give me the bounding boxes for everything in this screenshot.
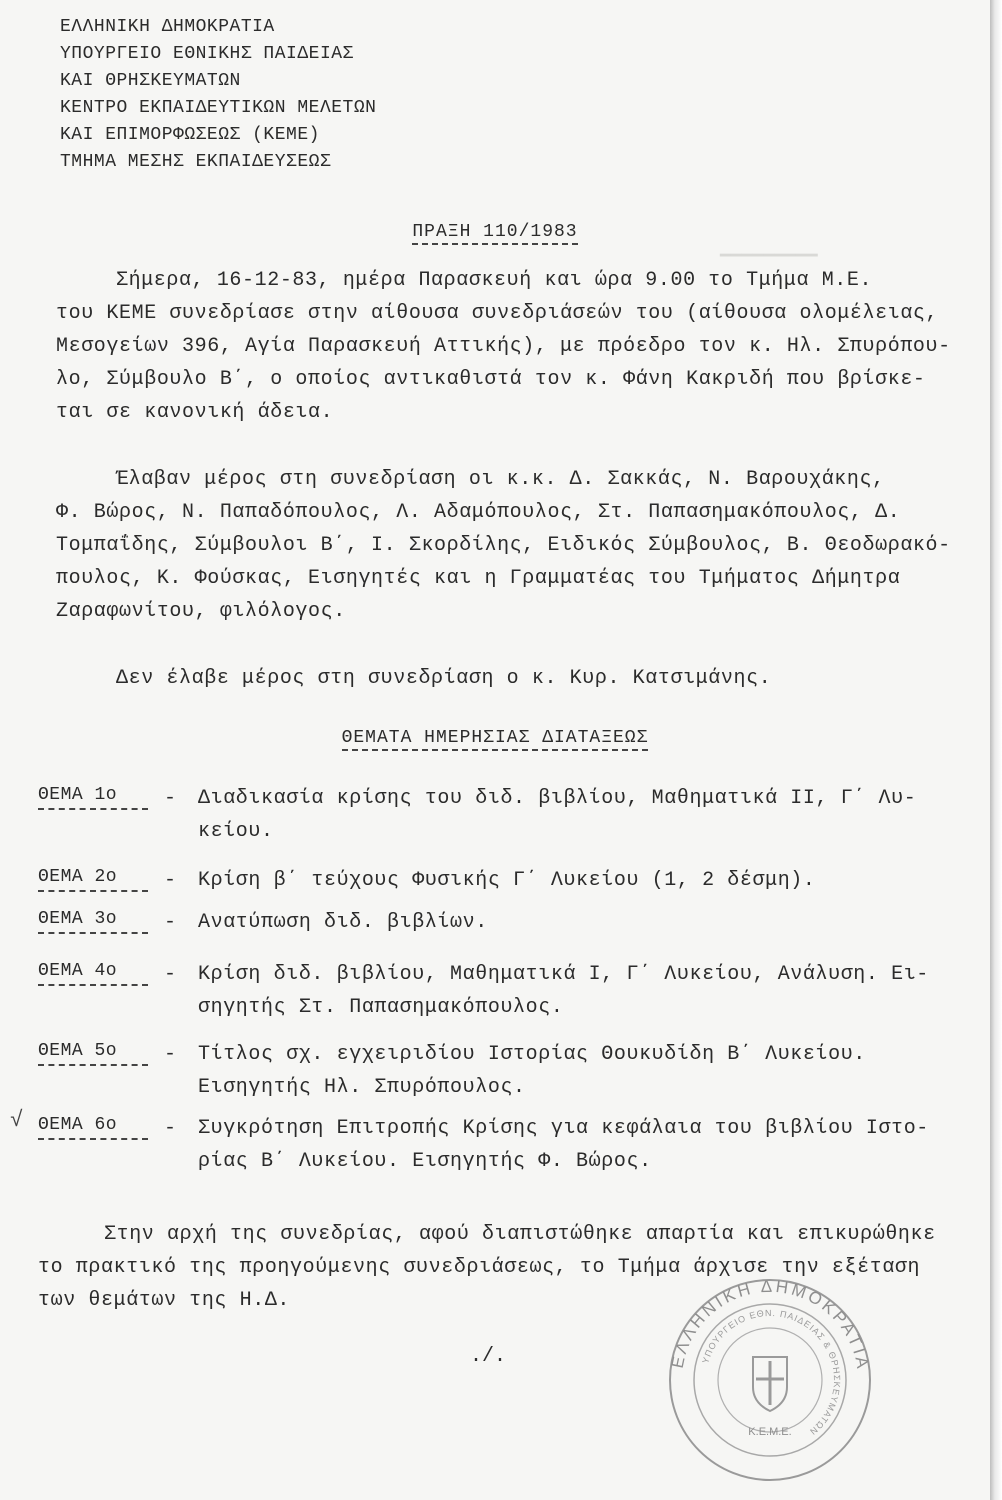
theme-line: Ανατύπωση διδ. βιβλίων. bbox=[198, 911, 488, 934]
theme-label: ΘΕΜΑ 5ο bbox=[38, 1038, 148, 1066]
page-edge-shadow bbox=[990, 0, 1002, 1500]
theme-line: Κρίση διδ. βιβλίου, Μαθηματικά Ι, Γ΄ Λυκείου, Ανάλυση. Ει- bbox=[198, 963, 929, 986]
theme-line: ρίας Β΄ Λυκείου. Εισηγητής Φ. Βώρος. bbox=[198, 1150, 652, 1173]
absent-paragraph bbox=[56, 662, 986, 695]
theme-text bbox=[198, 864, 978, 897]
theme-dash: - bbox=[164, 787, 177, 810]
theme-text bbox=[198, 1112, 978, 1178]
header-line: ΕΛΛΗΝΙΚΗ ΔΗΜΟΚΡΑΤΙΑ bbox=[60, 17, 275, 37]
theme-label: ΘΕΜΑ 4ο bbox=[38, 958, 148, 986]
official-seal-stamp bbox=[665, 1275, 875, 1485]
theme-label: ΘΕΜΑ 3ο bbox=[38, 906, 148, 934]
theme-dash: - bbox=[164, 1043, 177, 1066]
theme-line: Κρίση β΄ τεύχους Φυσικής Γ΄ Λυκείου (1, 2 δέσμη). bbox=[198, 869, 816, 892]
paragraph-line: λο, Σύμβουλο Β΄, ο οποίος αντικαθιστά τον κ. Φάνη Κακριδή που βρίσκε- bbox=[56, 368, 926, 391]
header-line: ΚΕΝΤΡΟ ΕΚΠΑΙΔΕΥΤΙΚΩΝ ΜΕΛΕΤΩΝ bbox=[60, 98, 377, 118]
paragraph-line: Δεν έλαβε μέρος στη συνεδρίαση ο κ. Κυρ. Κατσιμάνης. bbox=[116, 667, 772, 690]
theme-text bbox=[198, 1038, 978, 1104]
theme-line: κείου. bbox=[198, 820, 274, 843]
issuer-header bbox=[60, 14, 376, 176]
theme-text bbox=[198, 906, 978, 939]
stamp-inner-text: ΥΠΟΥΡΓΕΙΟ ΕΘΝ. ΠΑΙΔΕΙΑΣ & ΘΡΗΣΚΕΥΜΑΤΩΝ bbox=[700, 1307, 843, 1438]
agenda-title bbox=[0, 728, 990, 748]
theme-label: ΘΕΜΑ 1ο bbox=[38, 782, 148, 810]
header-line: ΚΑΙ ΘΡΗΣΚΕΥΜΑΤΩΝ bbox=[60, 71, 241, 91]
theme-text bbox=[198, 782, 978, 848]
paragraph-line: πουλος, Κ. Φούσκας, Εισηγητές και η Γραμματέας του Τμήματος Δήμητρα bbox=[56, 567, 901, 590]
paragraph-line: του ΚΕΜΕ συνεδρίασε στην αίθουσα συνεδριάσεών του (αίθουσα ολομέλειας, bbox=[56, 302, 939, 325]
coat-of-arms-icon bbox=[753, 1357, 787, 1411]
paragraph-line: Μεσογείων 396, Αγία Παρασκευή Αττικής), με πρόεδρο τον κ. Ηλ. Σπυρόπου- bbox=[56, 335, 951, 358]
paragraph-line: Ζαραφωνίτου, φιλόλογος. bbox=[56, 600, 346, 623]
theme-line: Συγκρότηση Επιτροπής Κρίσης για κεφάλαια του βιβλίου Ιστο- bbox=[198, 1117, 929, 1140]
header-line: ΤΜΗΜΑ ΜΕΣΗΣ ΕΚΠΑΙΔΕΥΣΕΩΣ bbox=[60, 152, 332, 172]
theme-text bbox=[198, 958, 978, 1024]
paragraph-line: Σήμερα, 16-12-83, ημέρα Παρασκευή και ώρα 9.00 το Τμήμα Μ.Ε. bbox=[116, 269, 873, 292]
bleed-through-text: ▁▁▁▁▁▁▁▁▁ bbox=[720, 238, 818, 258]
stamp-outer-text: ΕΛΛΗΝΙΚΗ ΔΗΜΟΚΡΑΤΙΑ bbox=[667, 1276, 873, 1373]
theme-dash: - bbox=[164, 869, 177, 892]
paragraph-line: Έλαβαν μέρος στη συνεδρίαση οι κ.κ. Δ. Σακκάς, Ν. Βαρουχάκης, bbox=[116, 468, 885, 491]
page-continuation-mark: ./. bbox=[470, 1345, 507, 1368]
theme-line: Τίτλος σχ. εγχειριδίου Ιστορίας Θουκυδίδη Β΄ Λυκείου. bbox=[198, 1043, 866, 1066]
paragraph-line: το πρακτικό της προηγούμενης συνεδριάσεως, το Τμήμα άρχισε την εξέταση bbox=[38, 1256, 921, 1279]
paragraph-line: ται σε κανονική άδεια. bbox=[56, 401, 334, 424]
paragraph-line: Τομπαΐδης, Σύμβουλοι Β΄, Ι. Σκορδίλης, Ειδικός Σύμβουλος, Β. Θεοδωρακό- bbox=[56, 534, 951, 557]
theme-label: ΘΕΜΑ 6ο bbox=[38, 1112, 148, 1140]
paragraph-line: Στην αρχή της συνεδρίας, αφού διαπιστώθηκε απαρτία και επικυρώθηκε bbox=[104, 1223, 936, 1246]
handwritten-checkmark: √ bbox=[10, 1108, 24, 1133]
paragraph-line: των θεμάτων της Η.Δ. bbox=[38, 1289, 291, 1312]
theme-line: σηγητής Στ. Παπασημακόπουλος. bbox=[198, 996, 564, 1019]
theme-line: Διαδικασία κρίσης του διδ. βιβλίου, Μαθηματικά ΙΙ, Γ΄ Λυ- bbox=[198, 787, 917, 810]
theme-dash: - bbox=[164, 911, 177, 934]
header-line: ΚΑΙ ΕΠΙΜΟΡΦΩΣΕΩΣ (ΚΕΜΕ) bbox=[60, 125, 320, 145]
theme-dash: - bbox=[164, 963, 177, 986]
header-line: ΥΠΟΥΡΓΕΙΟ ΕΘΝΙΚΗΣ ΠΑΙΔΕΙΑΣ bbox=[60, 44, 354, 64]
agenda-title-text: ΘΕΜΑΤΑ ΗΜΕΡΗΣΙΑΣ ΔΙΑΤΑΞΕΩΣ bbox=[342, 728, 649, 751]
intro-paragraph bbox=[56, 264, 986, 429]
stamp-bottom-text: Κ.Ε.Μ.Ε. bbox=[748, 1426, 792, 1438]
svg-text:ΕΛΛΗΝΙΚΗ ΔΗΜΟΚΡΑΤΙΑ bbox=[668, 1277, 873, 1373]
document-title bbox=[0, 222, 990, 242]
theme-dash: - bbox=[164, 1117, 177, 1140]
paragraph-line: Φ. Βώρος, Ν. Παπαδόπουλος, Λ. Αδαμόπουλος, Στ. Παπασημακόπουλος, Δ. bbox=[56, 501, 901, 524]
theme-line: Εισηγητής Ηλ. Σπυρόπουλος. bbox=[198, 1076, 526, 1099]
participants-paragraph bbox=[56, 463, 986, 628]
theme-label: ΘΕΜΑ 2ο bbox=[38, 864, 148, 892]
title-text: ΠΡΑΞΗ 110/1983 bbox=[412, 222, 577, 245]
